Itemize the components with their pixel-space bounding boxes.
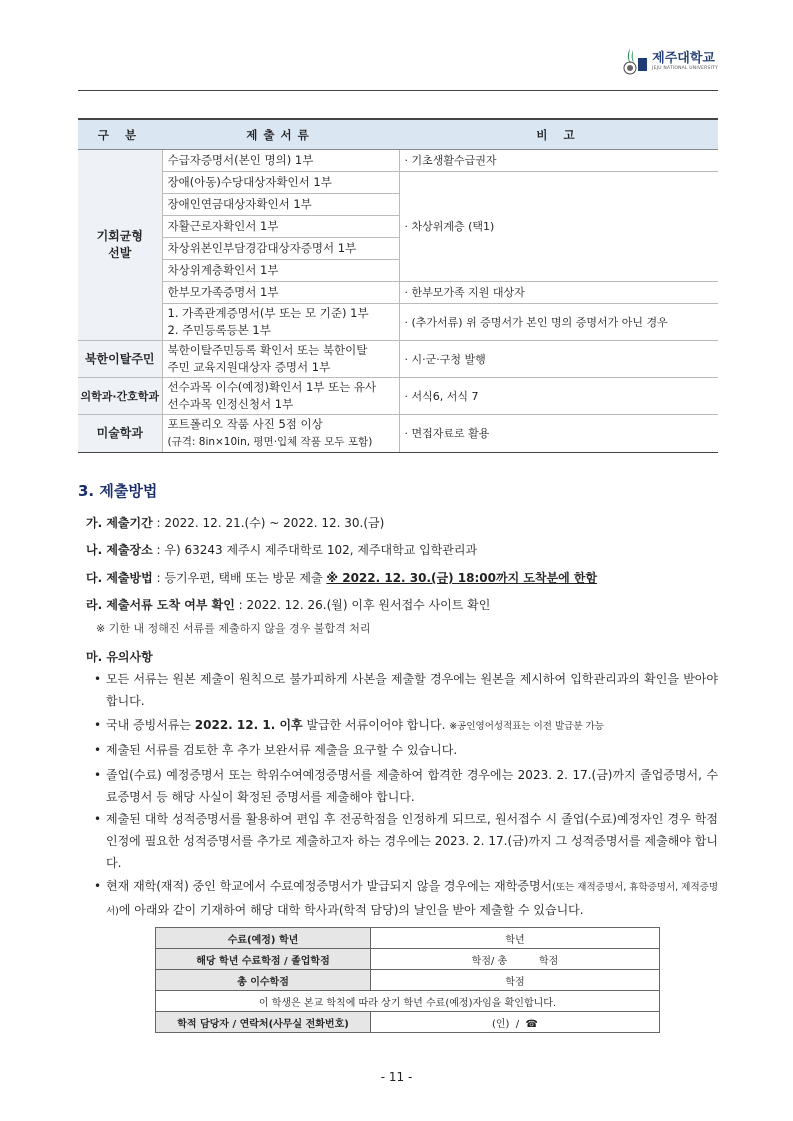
deadline-emphasis: ※ 2022. 12. 30.(금) 18:00까지 도착분에 한함 <box>326 571 598 585</box>
cert-label: 총 이수학점 <box>156 970 371 991</box>
table-row <box>78 150 718 172</box>
item-label: 나. 제출장소 <box>86 543 153 557</box>
table-row <box>78 341 718 378</box>
logo-subtitle: JEJU NATIONAL UNIVERSITY <box>652 65 718 71</box>
document-cell: 장애인연금대상자확인서 1부 <box>162 194 399 216</box>
bullet-text: 제출된 서류를 검토한 후 추가 보완서류 제출을 요구할 수 있습니다. <box>106 743 458 757</box>
submission-period <box>86 514 384 531</box>
cert-label: 해당 학년 수료학점 / 졸업학점 <box>156 949 371 970</box>
list-item: • 국내 증빙서류는 2022. 12. 1. 이후 발급한 서류이어야 합니다. ※공인영어성적표는 이전 발급분 가능 <box>94 714 718 738</box>
cert-value: 학년 <box>371 928 660 949</box>
document-line: (규격: 8in×10in, 평면·입체 작품 모두 포함) <box>167 436 373 448</box>
table-row <box>78 282 718 304</box>
header-rule <box>78 90 718 91</box>
document-line: 1. 가족관계증명서(부 또는 모 기준) 1부 <box>167 306 369 320</box>
table-row <box>78 172 718 194</box>
cert-value: 학점/ 총 학점 <box>371 949 660 970</box>
item-text: : 2022. 12. 26.(월) 이후 원서접수 사이트 확인 <box>234 598 491 612</box>
list-item: • 졸업(수료) 예정증명서 또는 학위수여예정증명서를 제출하여 합격한 경우에는 2023. 2. 17.(금)까지 졸업증명서, 수료증명서 등 해당 사실이 확정된 증명서를 제출해야 합니다. <box>94 764 718 808</box>
remark-cell: · 서식6, 서식 7 <box>399 378 718 415</box>
bullet-text: 모든 서류는 원본 제출이 원칙으로 불가피하게 사본을 제출할 경우에는 원본을 제시하여 입학관리과의 확인을 받아야 합니다. <box>106 672 718 708</box>
document-line: 포트폴리오 작품 사진 5점 이상 <box>167 417 323 431</box>
document-line: 선수과목 인정신청서 1부 <box>167 397 294 411</box>
remark-cell: · 시·군·구청 발행 <box>399 341 718 378</box>
remark-cell: · 기초생활수급권자 <box>399 150 718 172</box>
logo-name: 제주대학교 <box>652 50 715 66</box>
bullet-text: 현재 재학(재적) 중인 학교에서 수료예정증명서가 발급되지 않을 경우에는 재학증명서(또는 재적증명서, 휴학증명서, 제적증명서)에 아래와 같이 기재하여 해당 대학 학사과(학적 담당)의 날인을 받아 제출할 수 있습니다. <box>106 879 718 917</box>
rejection-note: ※ 기한 내 정해진 서류를 제출하지 않을 경우 불합격 처리 <box>96 622 371 635</box>
submission-method <box>86 569 597 586</box>
document-line: 선수과목 이수(예정)확인서 1부 또는 유사 <box>167 380 377 394</box>
table-row <box>156 1012 660 1033</box>
page-number: - 11 - <box>380 1070 413 1084</box>
item-label: 가. 제출기간 <box>86 516 153 530</box>
document-cell: 수급자증명서(본인 명의) 1부 <box>162 150 399 172</box>
cert-label: 학적 담당자 / 연락처(사무실 전화번호) <box>156 1012 371 1033</box>
document-cell: 차상위본인부담경감대상자증명서 1부 <box>162 238 399 260</box>
cert-statement: 이 학생은 본교 학칙에 따라 상기 학년 수료(예정)자임을 확인합니다. <box>156 991 660 1012</box>
remark-cell: · (추가서류) 위 증명서가 본인 명의 증명서가 아닌 경우 <box>399 304 718 341</box>
document-cell: 차상위계층확인서 1부 <box>162 260 399 282</box>
column-header-category: 구 분 <box>78 119 162 150</box>
column-header-remarks: 비 고 <box>399 119 718 150</box>
bullet-text: 국내 증빙서류는 2022. 12. 1. 이후 발급한 서류이어야 합니다. ※공인영어성적표는 이전 발급분 가능 <box>106 718 604 732</box>
document-cell: 자활근로자확인서 1부 <box>162 216 399 238</box>
list-item: • 모든 서류는 원본 제출이 원칙으로 불가피하게 사본을 제출할 경우에는 원본을 제시하여 입학관리과의 확인을 받아야 합니다. <box>94 668 718 712</box>
list-item: • 제출된 대학 성적증명서를 활용하여 편입 후 전공학점을 인정하게 되므로, 원서접수 시 졸업(수료)예정자인 경우 학점인정에 필요한 성적증명서를 추가로 제출하고자 하는 경우에는 2023. 2. 17.(금)까지 그 성적증명서를 제출해야 합니다. <box>94 808 718 874</box>
item-label: 다. 제출방법 <box>86 571 153 585</box>
submission-place <box>86 541 477 558</box>
column-header-documents: 제출서류 <box>162 119 399 150</box>
university-emblem-icon <box>618 46 648 76</box>
table-row <box>78 415 718 453</box>
table-row <box>78 378 718 415</box>
documents-table <box>78 118 718 453</box>
document-line: 주민 교육지원대상자 증명서 1부 <box>167 360 331 374</box>
document-cell: 한부모가족증명서 1부 <box>162 282 399 304</box>
bullet-text: 졸업(수료) 예정증명서 또는 학위수여예정증명서를 제출하여 합격한 경우에는 2023. 2. 17.(금)까지 졸업증명서, 수료증명서 등 해당 사실이 확정된 증명서를 제출해야 합니다. <box>106 768 718 804</box>
item-label: 마. 유의사항 <box>86 650 153 664</box>
page-header <box>78 40 718 90</box>
remark-cell: · 차상위계층 (택1) <box>399 172 718 282</box>
item-label: 라. 제출서류 도착 여부 확인 <box>86 598 235 612</box>
document-cell <box>162 378 399 415</box>
remark-cell: · 면접자료로 활용 <box>399 415 718 453</box>
university-logo <box>618 46 718 76</box>
list-item: • 제출된 서류를 검토한 후 추가 보완서류 제출을 요구할 수 있습니다. <box>94 739 718 761</box>
category-label: 선발 <box>108 246 132 260</box>
certification-table <box>155 927 660 1033</box>
document-cell <box>162 304 399 341</box>
category-north-korean-defector: 북한이탈주민 <box>78 341 162 378</box>
document-cell: 장애(아동)수당대상자확인서 1부 <box>162 172 399 194</box>
category-opportunity <box>78 150 162 341</box>
category-medicine-nursing: 의학과·간호학과 <box>78 378 162 415</box>
category-label: 기회균형 <box>96 229 143 243</box>
arrival-check <box>86 596 490 613</box>
category-fine-arts: 미술학과 <box>78 415 162 453</box>
item-text: : 2022. 12. 21.(수) ~ 2022. 12. 30.(금) <box>152 516 385 530</box>
document-line: 북한이탈주민등록 확인서 또는 북한이탈 <box>167 343 368 357</box>
document-line: 2. 주민등록등본 1부 <box>167 323 271 337</box>
item-text: : 등기우편, 택배 또는 방문 제출 <box>152 571 327 585</box>
cert-label: 수료(예정) 학년 <box>156 928 371 949</box>
cert-value: 학점 <box>371 970 660 991</box>
document-cell <box>162 341 399 378</box>
list-item: • 현재 재학(재적) 중인 학교에서 수료예정증명서가 발급되지 않을 경우에는 재학증명서(또는 재적증명서, 휴학증명서, 제적증명서)에 아래와 같이 기재하여 해당 대학 학사과(학적 담당)의 날인을 받아 제출할 수 있습니다. <box>94 875 718 923</box>
table-row <box>156 970 660 991</box>
bullet-text: 제출된 대학 성적증명서를 활용하여 편입 후 전공학점을 인정하게 되므로, 원서접수 시 졸업(수료)예정자인 경우 학점인정에 필요한 성적증명서를 추가로 제출하고자 하는 경우에는 2023. 2. 17.(금)까지 그 성적증명서를 제출해야 합니다. <box>106 812 718 870</box>
table-row <box>156 949 660 970</box>
item-text: : 우) 63243 제주시 제주대학로 102, 제주대학교 입학관리과 <box>152 543 478 557</box>
table-row <box>156 928 660 949</box>
document-cell <box>162 415 399 453</box>
table-row <box>156 991 660 1012</box>
cert-value: (인) / ☎ <box>371 1012 660 1033</box>
precautions-heading <box>86 648 153 665</box>
section-title: 3. 제출방법 <box>78 482 158 500</box>
remark-cell: · 한부모가족 지원 대상자 <box>399 282 718 304</box>
table-row <box>78 304 718 341</box>
table-header-row <box>78 119 718 150</box>
